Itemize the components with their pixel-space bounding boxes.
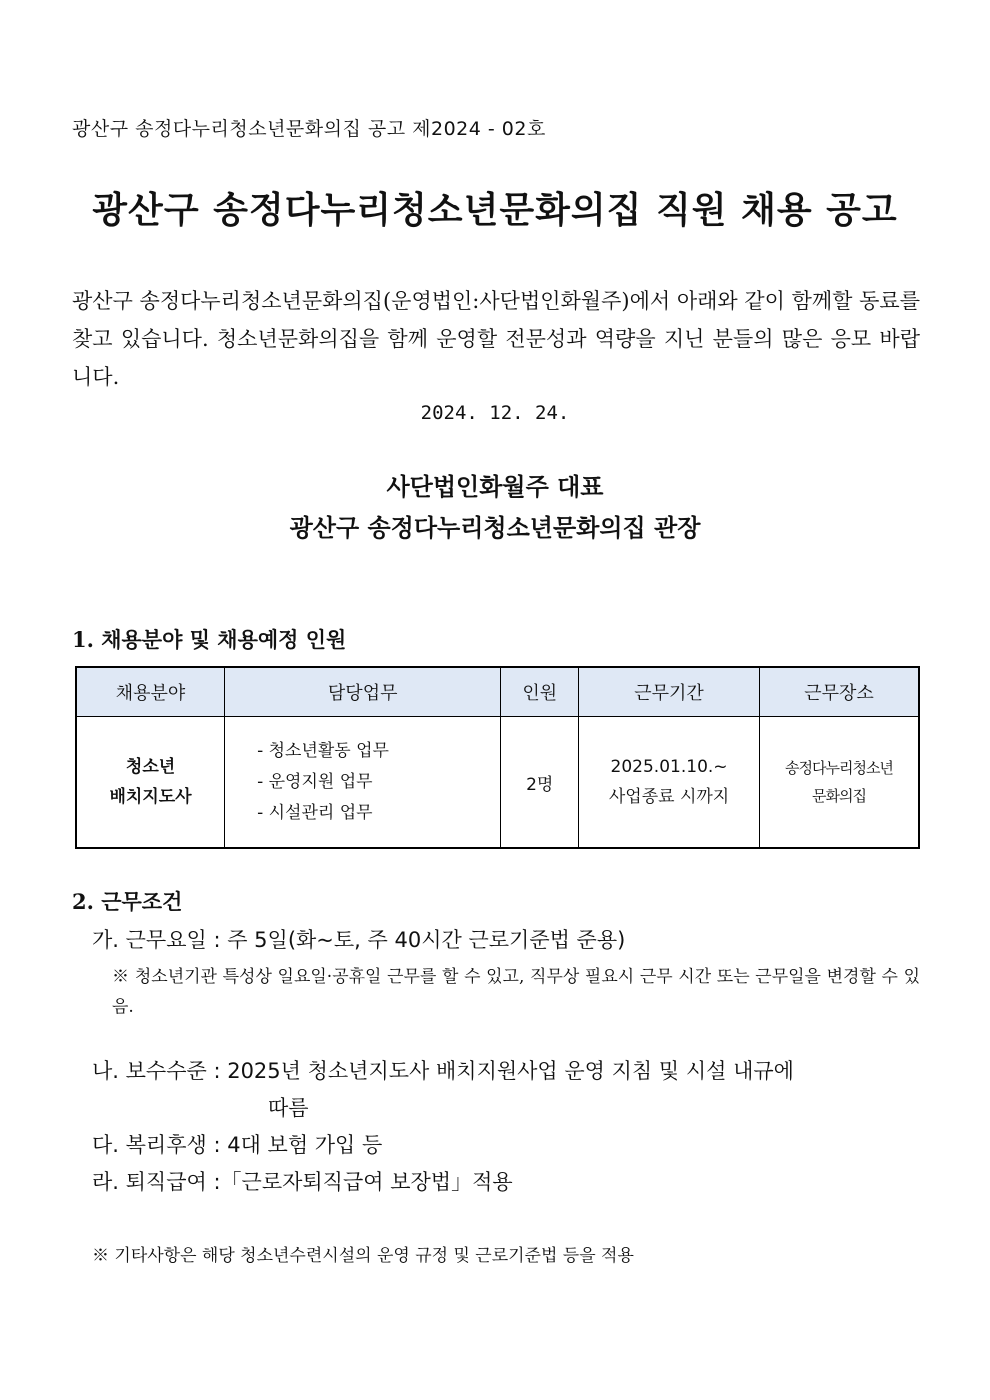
section-2-heading: 2. 근무조건 <box>72 889 183 914</box>
welfare-line: 다. 복리후생 : 4대 보험 가입 등 <box>92 1133 383 1157</box>
cell-place <box>759 717 919 849</box>
severance-line: 라. 퇴직급여 :「근로자퇴직급여 보장법」적용 <box>92 1170 513 1194</box>
field-line-2: 배치지도사 <box>109 787 192 807</box>
table-header-row <box>76 667 919 717</box>
duty-item: - 시설관리 업무 <box>257 802 373 823</box>
duty-item: - 청소년활동 업무 <box>257 740 389 761</box>
footer-note: ※ 기타사항은 해당 청소년수련시설의 운영 규정 및 근로기준법 등을 적용 <box>92 1246 634 1266</box>
cell-duties <box>225 717 501 849</box>
pay-line-continued: 따름 <box>268 1096 309 1120</box>
period-line-1: 2025.01.10.~ <box>610 757 728 777</box>
header-field: 채용분야 <box>76 667 225 717</box>
field-line-1: 청소년 <box>125 757 176 777</box>
intro-paragraph: 광산구 송정다누리청소년문화의집(운영법인:사단법인화월주)에서 아래와 같이 함께할 동료를 찾고 있습니다. 청소년문화의집을 함께 운영할 전문성과 역량을 지닌 분들의 많은 응모 바랍니다. <box>72 289 920 389</box>
header-period: 근무기간 <box>579 667 760 717</box>
workdays-note: ※ 청소년기관 특성상 일요일·공휴일 근무를 할 수 있고, 직무상 필요시 근무 시간 또는 근무일을 변경할 수 있음. <box>112 967 920 1017</box>
cell-count: 2명 <box>501 717 579 849</box>
header-place: 근무장소 <box>759 667 919 717</box>
issuer-line-2: 광산구 송정다누리청소년문화의집 관장 <box>289 514 701 542</box>
pay-line: 나. 보수수준 : 2025년 청소년지도사 배치지원사업 운영 지침 및 시설 내규에 <box>92 1059 794 1083</box>
cell-field <box>76 717 225 849</box>
page-title: 광산구 송정다누리청소년문화의집 직원 채용 공고 <box>92 190 898 231</box>
duty-item: - 운영지원 업무 <box>257 771 373 792</box>
place-line-1: 송정다누리청소년 <box>785 759 893 777</box>
place-line-2: 문화의집 <box>811 787 866 805</box>
recruitment-table <box>75 666 920 849</box>
workdays-line: 가. 근무요일 : 주 5일(화~토, 주 40시간 근로기준법 준용) <box>92 928 626 952</box>
cell-period <box>579 717 760 849</box>
header-count: 인원 <box>501 667 579 717</box>
notice-date: 2024. 12. 24. <box>420 402 570 424</box>
section-1-heading: 1. 채용분야 및 채용예정 인원 <box>72 627 347 652</box>
period-line-2: 사업종료 시까지 <box>608 787 730 807</box>
issuer-line-1: 사단법인화월주 대표 <box>386 473 604 501</box>
header-duties: 담당업무 <box>225 667 501 717</box>
notice-reference: 광산구 송정다누리청소년문화의집 공고 제2024 - 02호 <box>72 118 546 140</box>
table-row <box>76 717 919 849</box>
